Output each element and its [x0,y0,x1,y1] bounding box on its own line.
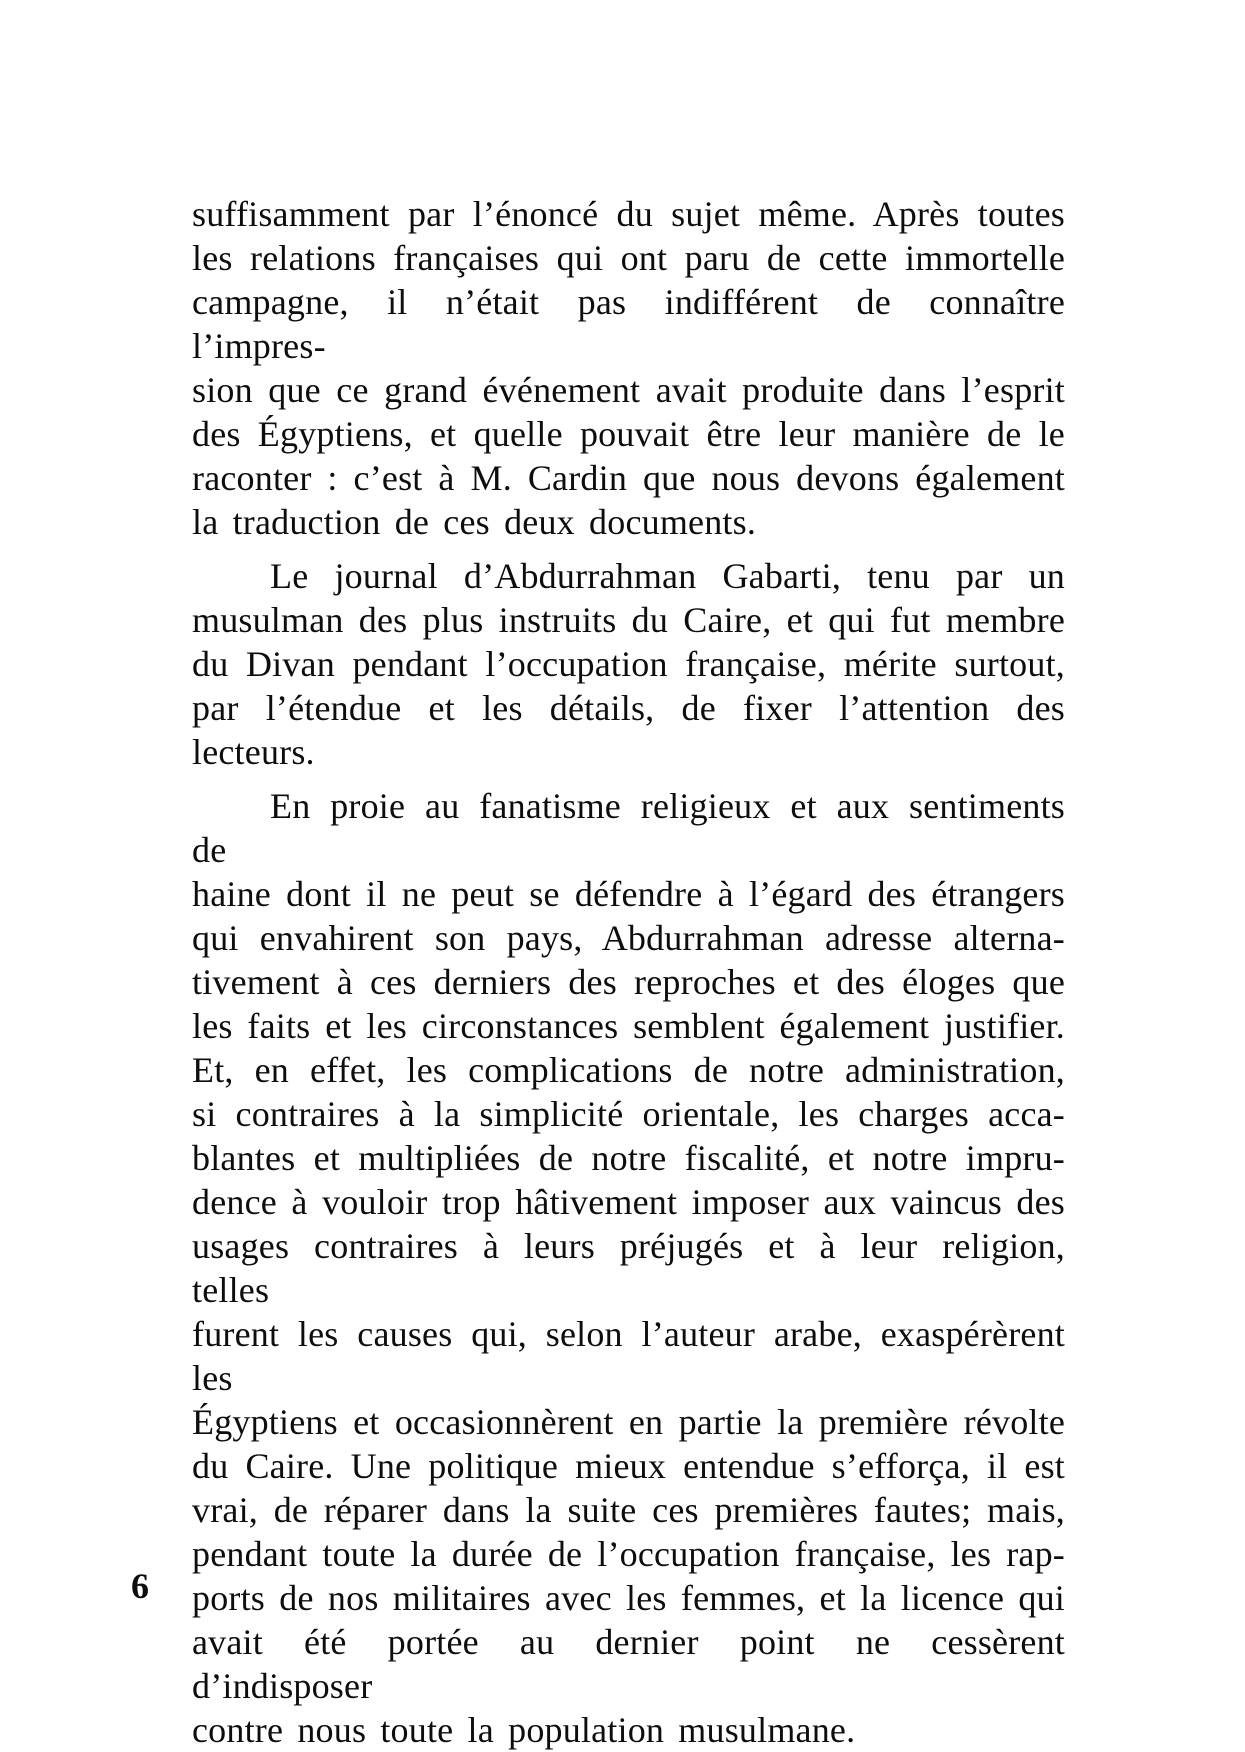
text-line: Égyptiens et occasionnèrent en partie la première révolte [192,1402,1065,1442]
paragraph [192,192,1065,544]
text-line: par l’étendue et les détails, de fixer l’attention des lecteurs. [192,688,1065,772]
text-line: musulman des plus instruits du Caire, et qui fut membre [192,600,1065,640]
text-line: campagne, il n’était pas indifférent de connaître l’impres- [192,282,1065,366]
text-line: du Caire. Une politique mieux entendue s’efforça, il est [192,1446,1065,1486]
text-line: tivement à ces derniers des reproches et des éloges que [192,962,1065,1002]
text-line: Le journal d’Abdurrahman Gabarti, tenu par un [270,556,1065,596]
text-line: la traduction de ces deux documents. [192,502,757,542]
text-line: les relations françaises qui ont paru de cette immortelle [192,238,1065,278]
text-line: des Égyptiens, et quelle pouvait être leur manière de le [192,414,1065,454]
text-line: pendant toute la durée de l’occupation française, les rap- [192,1534,1065,1574]
text-line: sion que ce grand événement avait produite dans l’esprit [192,370,1065,410]
text-line: furent les causes qui, selon l’auteur arabe, exaspérèrent les [192,1314,1065,1398]
text-line: si contraires à la simplicité orientale, les charges acca- [192,1094,1065,1134]
text-line: les faits et les circonstances semblent également justifier. [192,1006,1065,1046]
body-text [192,192,1065,1752]
text-line: contre nous toute la population musulmane. [192,1710,856,1750]
text-line: suffisamment par l’énoncé du sujet même. Après toutes [192,194,1065,234]
text-line: ports de nos militaires avec les femmes, et la licence qui [192,1578,1065,1618]
text-line: blantes et multipliées de notre fiscalité, et notre impru- [192,1138,1065,1178]
text-line: usages contraires à leurs préjugés et à leur religion, telles [192,1226,1065,1310]
paragraph [192,554,1065,774]
text-line: haine dont il ne peut se défendre à l’égard des étrangers [192,874,1065,914]
text-line: du Divan pendant l’occupation française, mérite surtout, [192,644,1065,684]
text-line: qui envahirent son pays, Abdurrahman adresse alterna- [192,918,1065,958]
paragraph [192,784,1065,1752]
text-line: Et, en effet, les complications de notre administration, [192,1050,1065,1090]
text-line: raconter : c’est à M. Cardin que nous devons également [192,458,1065,498]
text-line: dence à vouloir trop hâtivement imposer aux vaincus des [192,1182,1065,1222]
text-line: vrai, de réparer dans la suite ces premières fautes; mais, [192,1490,1065,1530]
text-line: En proie au fanatisme religieux et aux sentiments de [192,786,1065,870]
page-number: 6 [131,1566,149,1606]
text-line: avait été portée au dernier point ne cessèrent d’indisposer [192,1622,1065,1706]
